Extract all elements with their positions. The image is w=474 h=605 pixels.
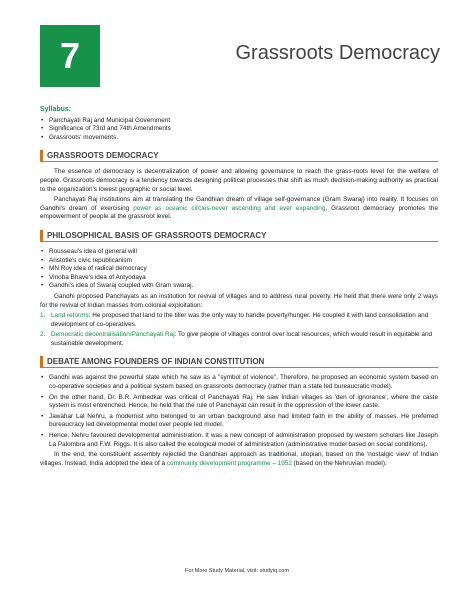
- syllabus-item: • Panchayati Raj and Municipal Government: [40, 117, 438, 126]
- list-item: • MN Roy idea of radical democracy: [40, 265, 438, 274]
- item-text: : He proposed that land to the tiller was the only way to handle poverty/hunger. He coupled it with land consolidation and development of co-operatives.: [51, 312, 429, 328]
- numbered-item: [40, 331, 438, 348]
- highlight-text: community development programme – 1952: [166, 459, 292, 467]
- list-item: • Jawahar Lal Nehru, a modernist who belonged to an urban background also had limited faith in the ability of masses. He preferred bureaucracy led developmental model over people led model.: [40, 413, 438, 430]
- chapter-number: 7: [40, 25, 100, 87]
- list-item: • Gandhi's idea of Swaraj coupled with Gram swaraj.: [40, 282, 438, 291]
- paragraph: The essence of democracy is decentralization of power and allowing governance to reach the grass-roots level for the welfare of people. Grassroots democracy is a tendency towards designing political processes that shift as much decision-making authority as practical to the organization's lowest geographic or social level.: [40, 168, 438, 193]
- text-span: (based on the Nehruvian model).: [291, 459, 387, 467]
- numbered-list: [40, 312, 438, 348]
- text-span: . Grassroot democracy promotes the empowerment of people at the grassroot level.: [40, 204, 439, 221]
- page-footer: For More Study Material, visit: studyiq.com: [185, 568, 289, 574]
- item-text: : To give people of villages control over local resources, which would result in equitable and sustainable development.: [51, 331, 433, 347]
- list-item: • Aristotle's civic republicanism: [40, 257, 438, 266]
- syllabus-item: • Significance of 73rd and 74th Amendments: [40, 125, 438, 134]
- paragraph: [40, 196, 438, 222]
- item-number: 1.: [40, 312, 46, 320]
- list-item: • Rousseau's idea of general will: [40, 248, 438, 257]
- philosophical-list: [40, 248, 438, 291]
- highlight-text: power as oceanic circles-never ascending and ever expanding: [133, 204, 326, 212]
- item-number: 2.: [40, 331, 46, 339]
- list-item: • Vinoba Bhave's idea of Antyodaya: [40, 274, 438, 283]
- page-content: [40, 106, 438, 470]
- syllabus-list: [40, 117, 438, 143]
- list-item: • On the other hand, Dr. B.R. Ambedkar was critical of Panchayati Raj. He saw Indian villages as 'den of ignorance', where the caste system is most entrenched. Hence, he held that the rule of Panchayat can result in the oppression of the lower caste.: [40, 394, 438, 411]
- item-label: Land reforms: [51, 312, 89, 320]
- text-span: Panchayati Raj institutions aim at translating the Gandhian dream of village self-governance (Gram Swaraj) into reality. It focuses on Gandhi's dream of exercising: [40, 196, 438, 212]
- item-label: Democratic decentralisation/Panchayati Raj: [51, 331, 175, 339]
- numbered-item: [40, 312, 438, 329]
- debate-list: [40, 374, 438, 449]
- list-item: • Hence, Nehru favoured developmental administration. It was a new concept of administration proposed by western scholars like Joseph La Palombra and F.W. Riggs. It is also called the ecological model of administration (administrative model based on social conditions).: [40, 432, 438, 449]
- list-item: • Gandhi was against the powerful state which he saw as a "symbol of violence". Therefore, he proposed an economic system based on co-operative societies and a political system based on grassroots democracy (rather than a state led bureaucratic model).: [40, 374, 438, 391]
- paragraph: [40, 451, 438, 468]
- section-heading-philosophical: PHILOSOPHICAL BASIS OF GRASSROOTS DEMOCRACY: [40, 230, 438, 242]
- section-heading-grassroots: GRASSROOTS DEMOCRACY: [40, 150, 438, 162]
- chapter-title: Grassroots Democracy: [235, 42, 440, 64]
- syllabus-heading: Syllabus:: [40, 106, 72, 113]
- syllabus-item: • Grassroots' movements.: [40, 134, 438, 143]
- text-span: In the end, the constituent assembly rejected the Gandhian approach as traditional, utopian, based on the 'nostalgic view' of Indian villages. Instead, India adopted the idea of a: [40, 451, 438, 467]
- section-heading-debate: DEBATE AMONG FOUNDERS OF INDIAN CONSTITUTION: [40, 356, 438, 368]
- paragraph: Gandhi proposed Panchayats as an institution for revival of villages and to address rural poverty. He held that there were only 2 ways for the revival of Indian masses from colonial exploitation:: [40, 292, 438, 309]
